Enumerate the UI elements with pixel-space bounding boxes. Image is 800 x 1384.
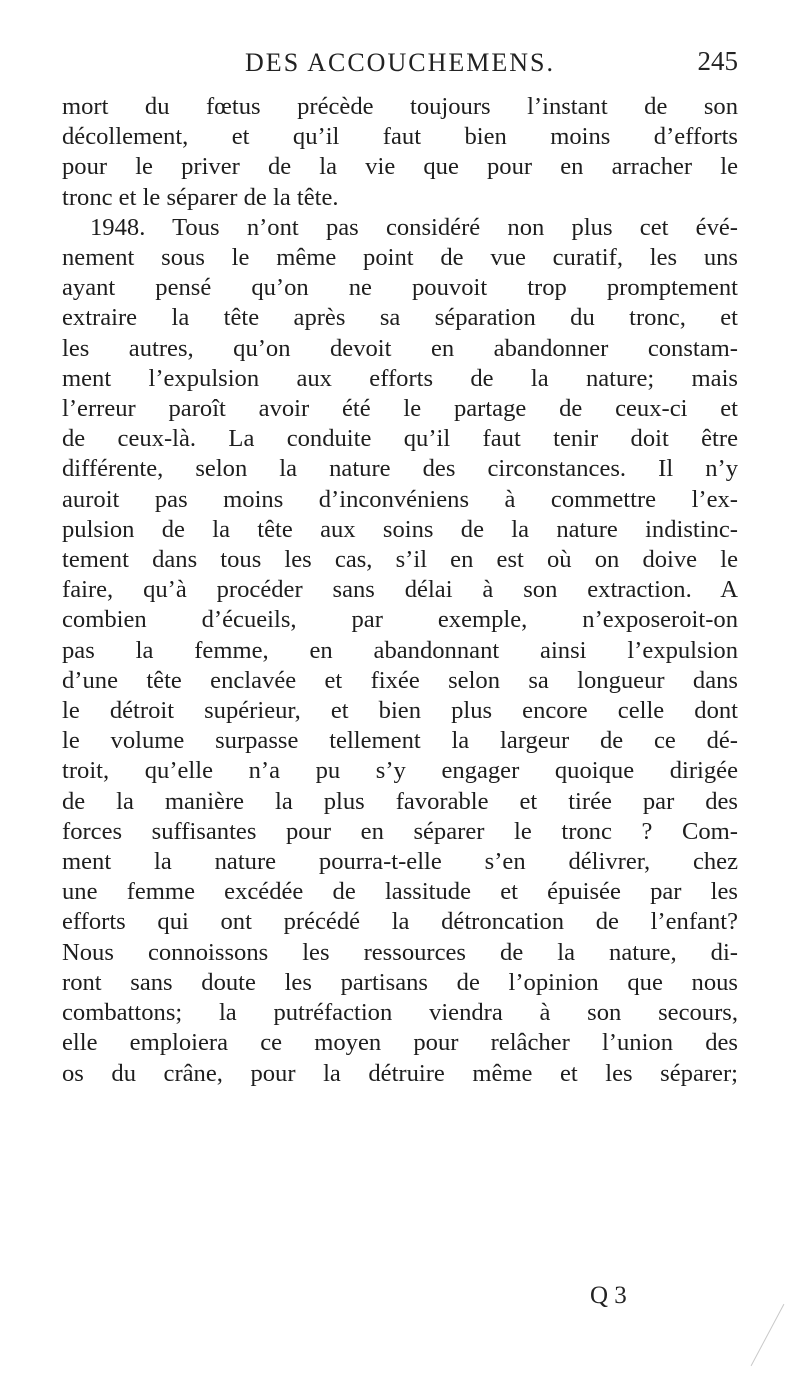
text-line: mort du fœtus précède toujours l’instant de son [62,93,738,120]
text-line: pas la femme, en abandonnant ainsi l’expulsion [62,636,738,664]
text-line: les autres, qu’on devoit en abandonner constam- [62,334,738,362]
text-line: pour le priver de la vie que pour en arracher le [62,153,738,181]
text-line: de la manière la plus favorable et tirée par des [62,787,738,815]
text-line: auroit pas moins d’inconvéniens à commettre l’ex- [62,485,738,513]
signature-mark: Q 3 [590,1282,627,1309]
text-line: une femme excédée de lassitude et épuisée par les [62,878,738,906]
page-edge-mark [751,1304,785,1366]
text-line: combien d’écueils, par exemple, n’exposeroit-on [62,606,738,634]
text-line: os du crâne, pour la détruire même et les séparer; [62,1059,738,1087]
text-line: tronc et le séparer de la tête. [62,183,339,211]
text-line: le détroit supérieur, et bien plus encore celle dont [62,697,738,725]
text-line: l’erreur paroît avoir été le partage de ceux-ci et [62,395,738,423]
text-line: ment l’expulsion aux efforts de la nature; mais [62,364,738,392]
text-line: décollement, et qu’il faut bien moins d’efforts [62,123,738,151]
text-line: 1948. Tous n’ont pas considéré non plus cet évé- [90,213,738,241]
text-line: d’une tête enclavée et fixée selon sa longueur dans [62,666,738,694]
book-page [62,48,738,1089]
text-line: ayant pensé qu’on ne pouvoit trop promptement [62,274,738,302]
text-line: tement dans tous les cas, s’il en est où on doive le [62,546,738,574]
text-line: de ceux-là. La conduite qu’il faut tenir doit être [62,425,738,453]
text-line: Nous connoissons les ressources de la nature, di- [62,938,738,966]
text-line: efforts qui ont précédé la détroncation de l’enfant? [62,908,738,936]
page-number: 245 [697,46,738,76]
running-head: DES ACCOUCHEMENS. [245,48,555,77]
body-text [62,92,738,1089]
text-line: elle emploiera ce moyen pour relâcher l’union des [62,1029,738,1057]
text-line: pulsion de la tête aux soins de la nature indistinc- [62,515,738,543]
page-header [62,48,738,92]
text-line: faire, qu’à procéder sans délai à son extraction. A [62,576,738,604]
text-line: combattons; la putréfaction viendra à son secours, [62,999,738,1027]
text-line: le volume surpasse tellement la largeur de ce dé- [62,727,738,755]
text-line: différente, selon la nature des circonstances. Il n’y [62,455,738,483]
text-line: ment la nature pourra-t-elle s’en délivrer, chez [62,848,738,876]
text-line: extraire la tête après sa séparation du tronc, et [62,304,738,332]
text-line: nement sous le même point de vue curatif, les uns [62,244,738,272]
text-line: troit, qu’elle n’a pu s’y engager quoique dirigée [62,757,738,785]
text-line: forces suffisantes pour en séparer le tronc ? Com- [62,817,738,845]
text-line: ront sans doute les partisans de l’opinion que nous [62,968,738,996]
